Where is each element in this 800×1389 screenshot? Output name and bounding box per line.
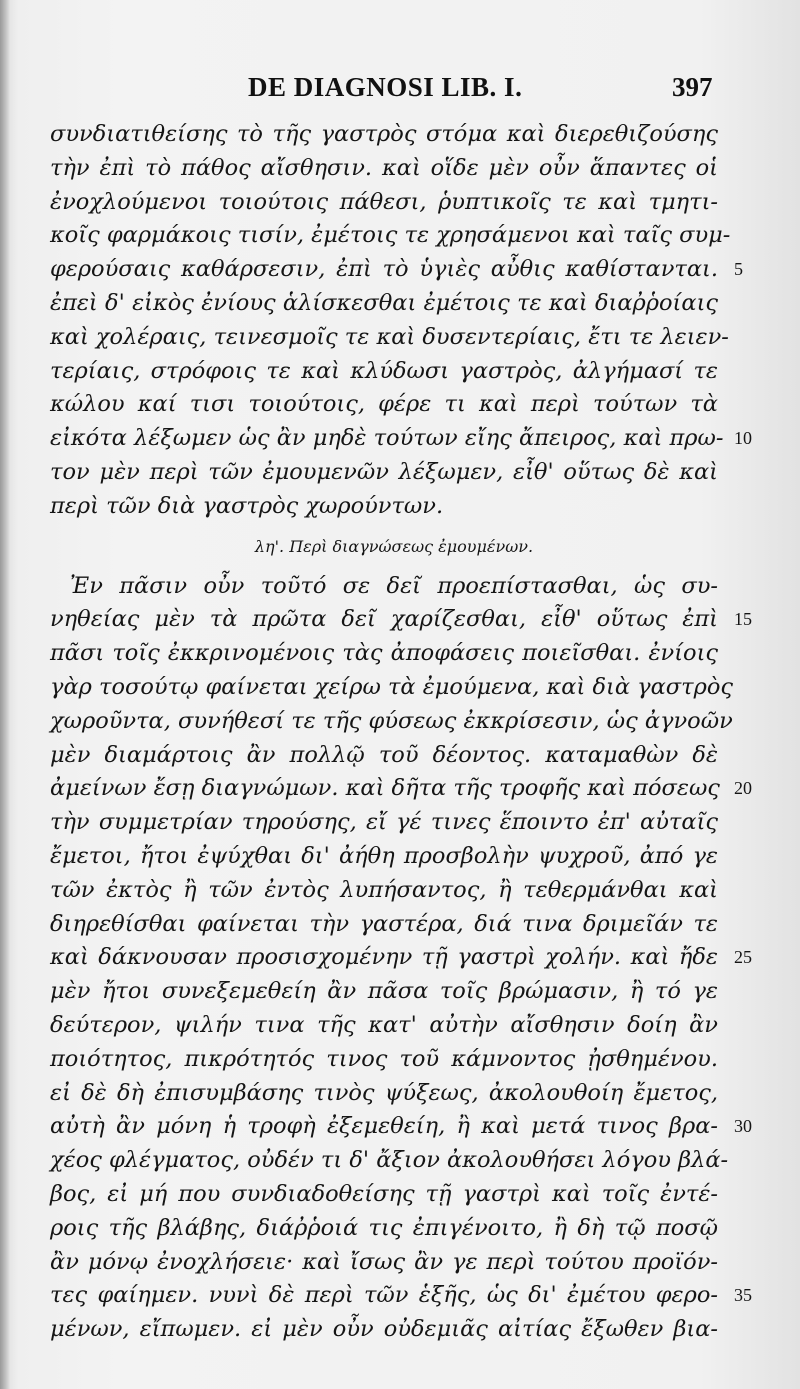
- text-line: τὴν συμμετρίαν τηρούσης, εἴ γέ τινες ἕποιντο ἐπ' αὐταῖς: [50, 809, 718, 836]
- text-line: βος, εἰ μή που συνδιαδοθείσης τῇ γαστρὶ καὶ τοῖς ἐντέ-: [50, 1180, 718, 1207]
- text-line-with-number: [50, 941, 752, 975]
- text-line-with-number: [50, 253, 743, 287]
- text-line: ἂν μόνῳ ἐνοχλήσειε· καὶ ἴσως ἂν γε περὶ τούτου προϊόν-: [50, 1248, 718, 1275]
- text-line-with-number: [50, 772, 752, 806]
- text-line-content: αὐτὴ ἂν μόνη ἡ τροφὴ ἐξεμεθείη, ἢ καὶ μετά τινος βρα-: [50, 1113, 718, 1140]
- text-line: μὲν διαμάρτοις ἂν πολλῷ τοῦ δέοντος. καταμαθὼν δὲ: [50, 741, 718, 768]
- section-heading: λη'. Περὶ διαγνώσεως ἐμουμένων.: [254, 536, 534, 556]
- text-line: χωροῦντα, συνήθεσί τε τῆς φύσεως ἐκκρίσεσιν, ὡς ἀγνοῶν: [50, 707, 733, 734]
- text-line-with-number: [50, 422, 752, 456]
- text-line: γὰρ τοσούτῳ φαίνεται χείρω τὰ ἐμούμενα, καὶ διὰ γαστρὸς: [50, 673, 733, 700]
- line-number: 25: [734, 947, 752, 968]
- text-line: τὴν ἐπὶ τὸ πάθος αἴσθησιν. καὶ οἵδε μὲν οὖν ἅπαντες οἱ: [50, 154, 718, 181]
- text-line: τον μὲν περὶ τῶν ἐμουμενῶν λέξωμεν, εἶθ' οὕτως δὲ καὶ: [50, 458, 718, 485]
- text-line: ἔμετοι, ἤτοι ἐψύχθαι δι' ἀήθη προσβολὴν ψυχροῦ, ἀπό γε: [50, 842, 718, 869]
- line-number: 35: [734, 1285, 752, 1306]
- text-line: ἐνοχλούμενοι τοιούτοις πάθεσι, ῥυπτικοῖς τε καὶ τμητι-: [50, 188, 718, 215]
- text-line: τῶν ἐκτὸς ἢ τῶν ἐντὸς λυπήσαντος, ἢ τεθερμάνθαι καὶ: [50, 876, 718, 903]
- page-number: 397: [672, 72, 713, 102]
- text-line: δεύτερον, ψιλήν τινα τῆς κατ' αὐτὴν αἴσθησιν δοίη ἂν: [50, 1011, 718, 1038]
- text-line-content: καὶ δάκνουσαν προσισχομένην τῇ γαστρὶ χολήν. καὶ ἤδε: [50, 944, 718, 971]
- text-line-content: εἰκότα λέξωμεν ὡς ἂν μηδὲ τούτων εἴης ἄπειρος, καὶ πρω-: [50, 425, 724, 452]
- text-line: μένων, εἴπωμεν. εἰ μὲν οὖν οὐδεμιᾶς αἰτίας ἔξωθεν βια-: [50, 1316, 718, 1343]
- text-line-with-number: [50, 1110, 752, 1144]
- text-line: διηρεθίσθαι φαίνεται τὴν γαστέρα, διά τινα δριμεῖάν τε: [50, 910, 718, 937]
- text-line: συνδιατιθείσης τὸ τῆς γαστρὸς στόμα καὶ διερεθιζούσης: [50, 121, 718, 147]
- text-line: εἰ δὲ δὴ ἐπισυμβάσης τινὸς ψύξεως, ἀκολουθοίη ἔμετος,: [50, 1079, 718, 1106]
- text-line-with-number: [50, 1279, 752, 1313]
- line-number: 5: [734, 259, 743, 280]
- text-line-content: ἀμείνων ἔσῃ διαγνώμων. καὶ δῆτα τῆς τροφῆς καὶ πόσεως: [50, 775, 720, 802]
- text-line: Ἐν πᾶσιν οὖν τοῦτό σε δεῖ προεπίστασθαι, ὡς συ-: [70, 572, 718, 599]
- text-line: ροις τῆς βλάβης, διάῤῥοιά τις ἐπιγένοιτο, ἢ δὴ τῷ ποσῷ: [50, 1214, 718, 1241]
- line-number: 10: [734, 428, 752, 449]
- text-line: κοῖς φαρμάκοις τισίν, ἐμέτοις τε χρησάμενοι καὶ ταῖς συμ-: [50, 222, 731, 249]
- text-line-content: τες φαίημεν. νυνὶ δὲ περὶ τῶν ἑξῆς, ὡς δι' ἐμέτου φερο-: [50, 1282, 718, 1309]
- text-line: τερίαις, στρόφοις τε καὶ κλύδωσι γαστρὸς, ἀλγήμασί τε: [50, 357, 718, 384]
- line-number: 15: [734, 609, 752, 630]
- running-title: DE DIAGNOSI LIB. I.: [248, 72, 523, 102]
- text-line-content: νηθείας μὲν τὰ πρῶτα δεῖ χαρίζεσθαι, εἶθ' οὕτως ἐπὶ: [50, 606, 718, 633]
- text-line: κώλου καί τισι τοιούτοις, φέρε τι καὶ περὶ τούτων τὰ: [50, 391, 718, 418]
- text-block: [50, 118, 752, 1347]
- line-number: 30: [734, 1116, 752, 1137]
- text-line: περὶ τῶν διὰ γαστρὸς χωρούντων.: [50, 492, 444, 519]
- text-line: καὶ χολέραις, τεινεσμοῖς τε καὶ δυσεντερίαις, ἔτι τε λειεν-: [50, 323, 729, 350]
- text-line-with-number: [50, 603, 752, 637]
- text-line: μὲν ἤτοι συνεξεμεθείη ἂν πᾶσα τοῖς βρώμασιν, ἢ τό γε: [50, 978, 718, 1005]
- line-number: 20: [734, 778, 752, 799]
- text-line: ἐπεὶ δ' εἰκὸς ἐνίους ἁλίσκεσθαι ἐμέτοις τε καὶ διαῤῥοίαις: [50, 289, 718, 316]
- text-line: πᾶσι τοῖς ἐκκρινομένοις τὰς ἀποφάσεις ποιεῖσθαι. ἐνίοις: [50, 640, 718, 667]
- text-line: χέος φλέγματος, οὐδέν τι δ' ἄξιον ἀκολουθήσει λόγου βλά-: [50, 1147, 729, 1174]
- text-line-content: φερούσαις καθάρσεσιν, ἐπὶ τὸ ὑγιὲς αὖθις καθίστανται.: [50, 256, 718, 283]
- text-line: ποιότητος, πικρότητός τινος τοῦ κάμνοντος ᾐσθημένου.: [50, 1045, 718, 1072]
- running-head: [0, 72, 800, 112]
